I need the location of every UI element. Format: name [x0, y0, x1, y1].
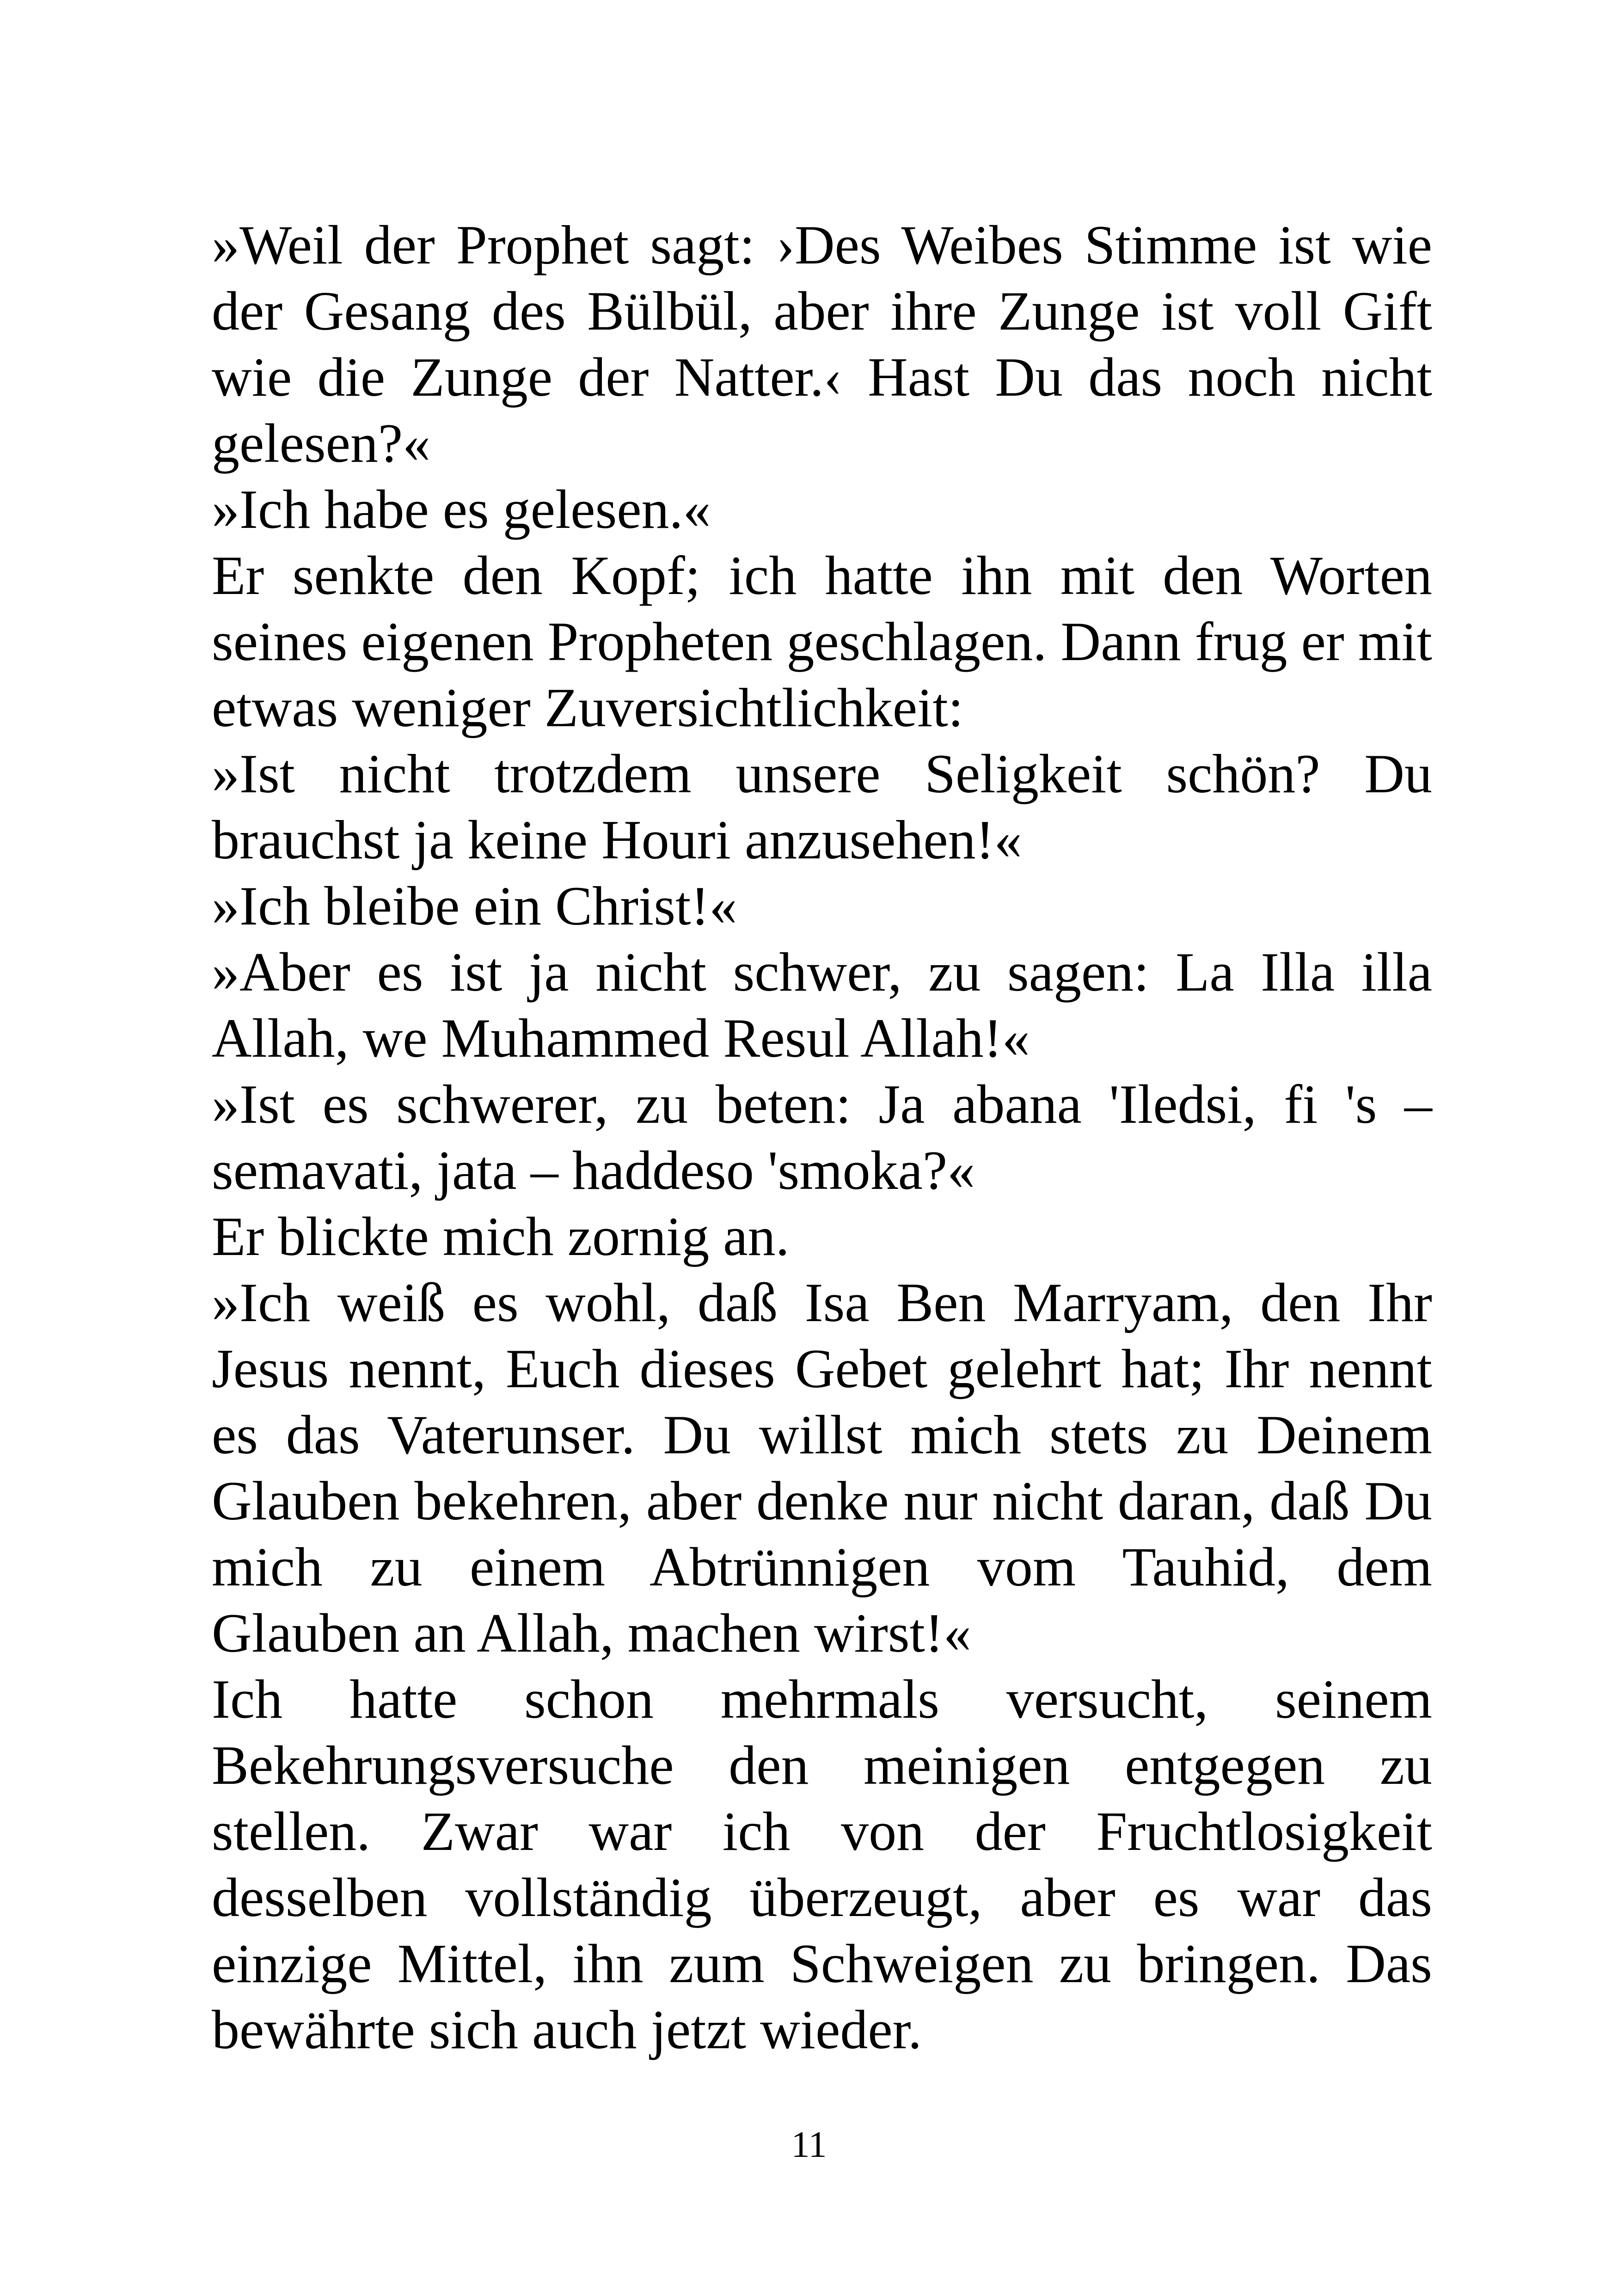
paragraph-4: »Ist nicht trotzdem unsere Seligkeit schön? Du brauchst ja keine Houri anzusehen!« — [212, 743, 1432, 870]
paragraph-1: »Weil der Prophet sagt: ›Des Weibes Stimme ist wie der Gesang des Bülbül, aber ihre Zunge ist voll Gift wie die Zunge der Natter.‹ Hast Du das noch nicht gelesen?« — [212, 214, 1432, 474]
body-text — [212, 212, 1432, 2063]
paragraph-8: Er blickte mich zornig an. — [212, 1206, 790, 1267]
paragraph-5: »Ich bleibe ein Christ!« — [212, 875, 737, 937]
paragraph-9: »Ich weiß es wohl, daß Isa Ben Marryam, den Ihr Jesus nennt, Euch dieses Gebet gelehrt hat; Ihr nennt es das Vaterunser. Du willst mich stets zu Deinem Glauben bekehren, aber denke nur nicht daran, daß Du mich zu einem Abtrünnigen vom Tauhid, dem Glauben an Allah, machen wirst!« — [212, 1272, 1432, 1664]
page-number: 11 — [791, 2125, 827, 2165]
paragraph-6: »Aber es ist ja nicht schwer, zu sagen: La Illa illa Allah, we Muhammed Resul Allah!« — [212, 941, 1432, 1069]
paragraph-7: »Ist es schwerer, zu beten: Ja abana 'Iledsi, fi 's – semavati, jata – haddeso 'smoka?« — [212, 1073, 1432, 1201]
paragraph-3: Er senkte den Kopf; ich hatte ihn mit den Worten seines eigenen Propheten geschlagen. Dann frug er mit etwas weniger Zuversichtlichkeit: — [212, 545, 1432, 738]
paragraph-2: »Ich habe es gelesen.« — [212, 478, 711, 540]
paragraph-10: Ich hatte schon mehrmals versucht, seinem Bekehrungsversuche den meinigen entgegen zu stellen. Zwar war ich von der Fruchtlosigkeit desselben vollständig überzeugt, aber es war das einzige Mittel, ihn zum Schweigen zu bringen. Das bewährte sich auch jetzt wieder. — [212, 1668, 1432, 2060]
